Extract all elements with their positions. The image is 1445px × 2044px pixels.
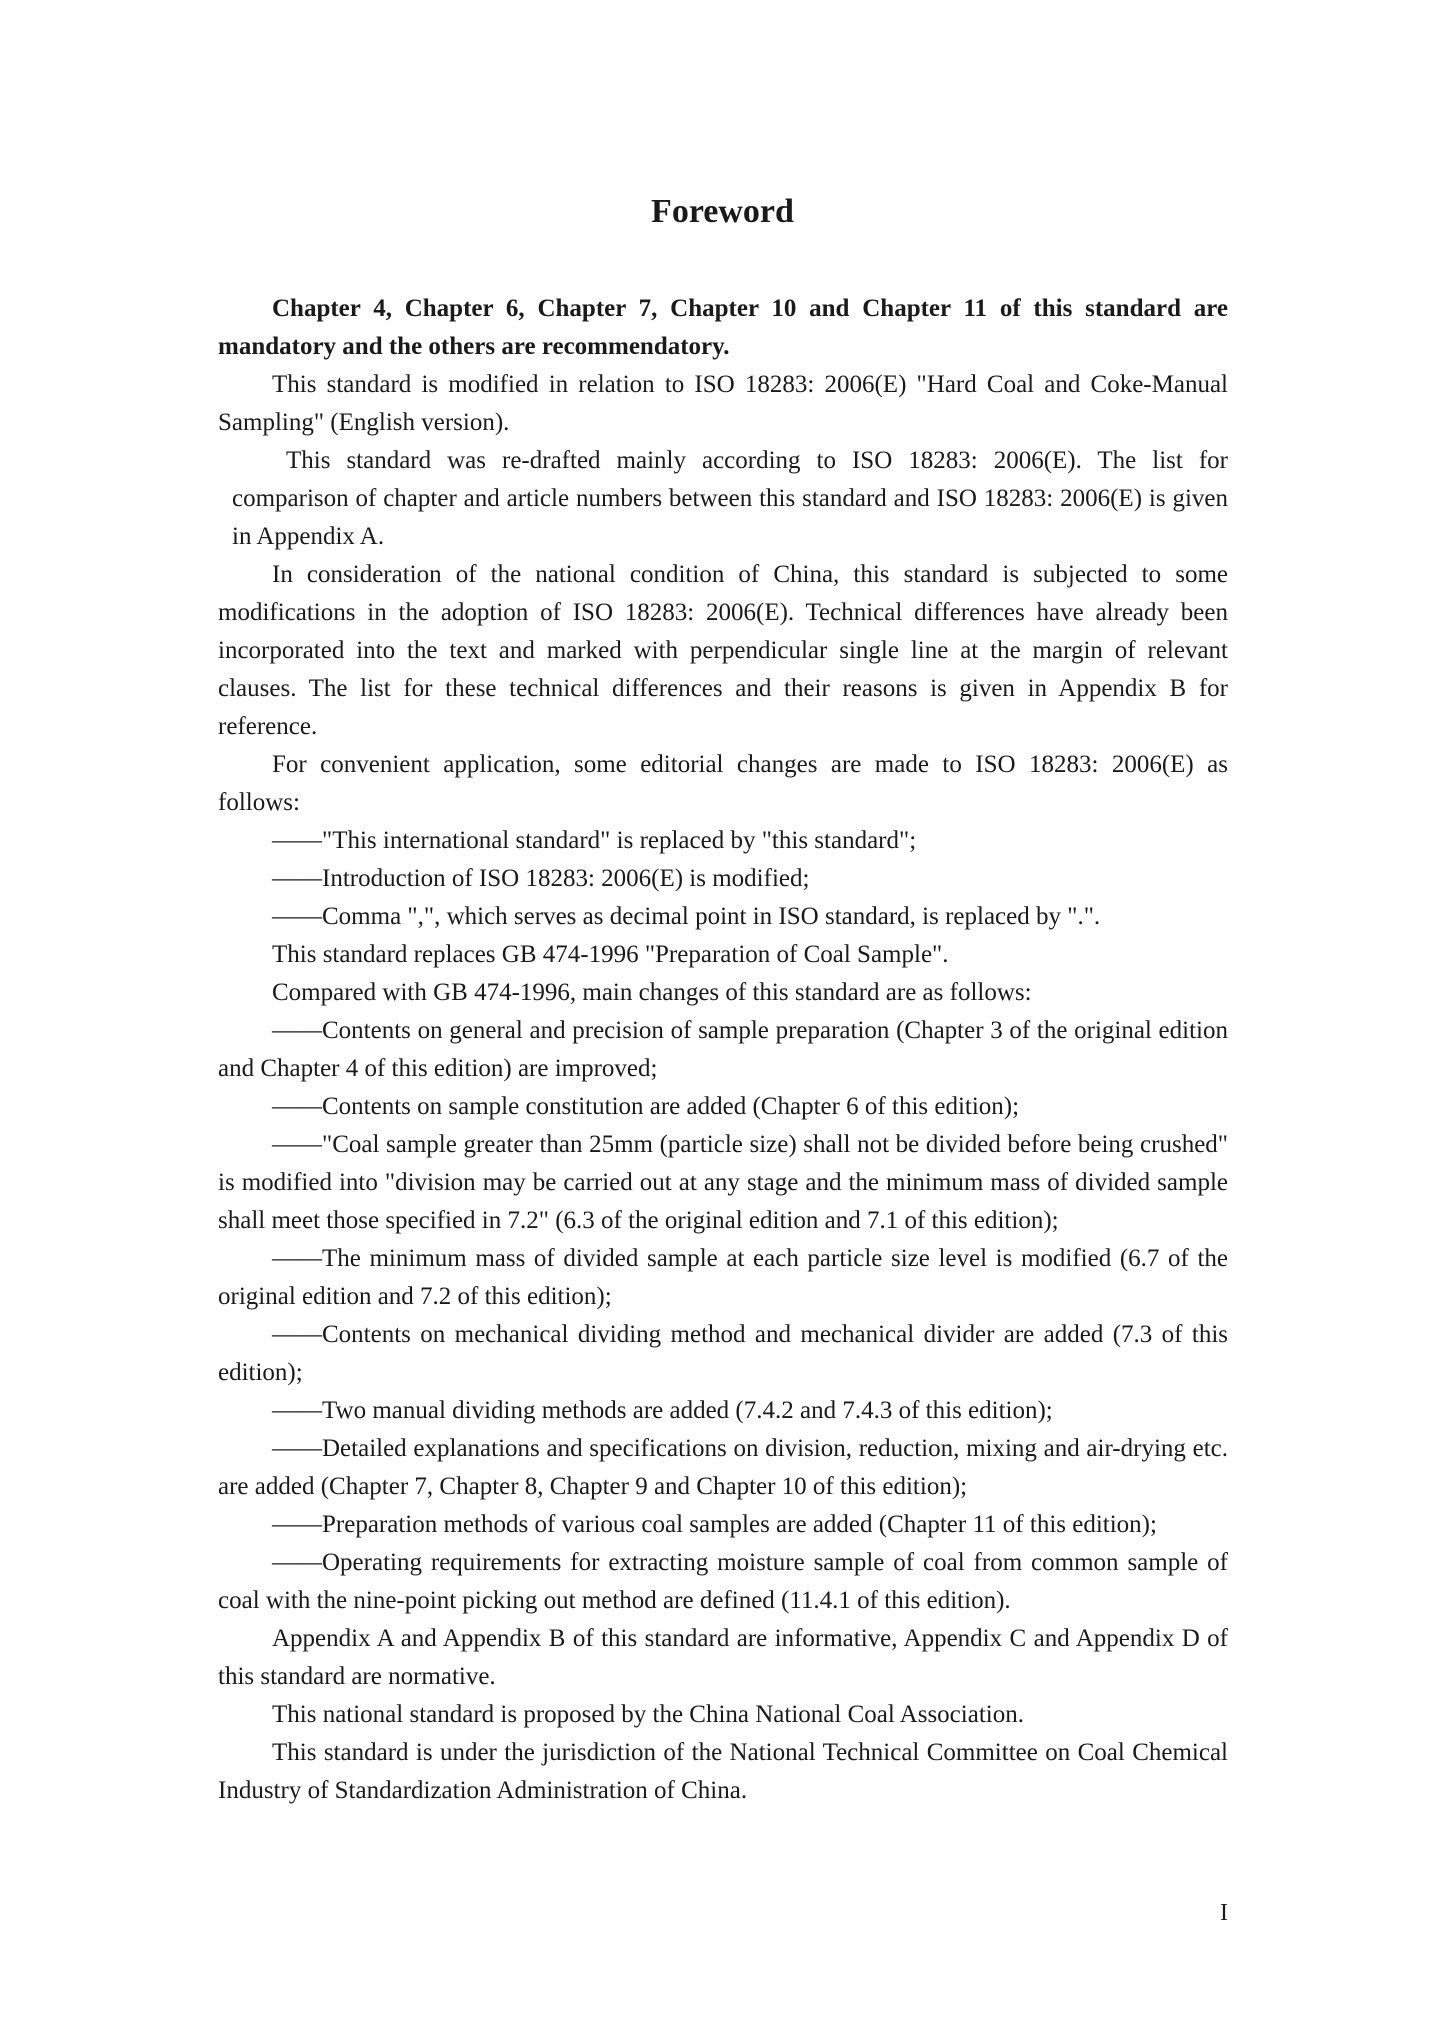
paragraph: This standard was re-drafted mainly according to ISO 18283: 2006(E). The list for comparison of chapter and article numbers between this standard and ISO 18283: 2006(E) is given in Appendix A. bbox=[232, 447, 1228, 550]
list-item: ——Two manual dividing methods are added (7.4.2 and 7.4.3 of this edition); bbox=[272, 1397, 1053, 1424]
paragraph: This standard replaces GB 474-1996 "Preparation of Coal Sample". bbox=[272, 941, 949, 968]
page-number: I bbox=[1220, 1900, 1228, 1926]
list-item: ——Contents on sample constitution are added (Chapter 6 of this edition); bbox=[272, 1093, 1020, 1120]
list-item: ——Contents on mechanical dividing method and mechanical divider are added (7.3 of this edition); bbox=[218, 1321, 1228, 1386]
list-item: ——Operating requirements for extracting moisture sample of coal from common sample of coal with the nine-point picking out method are defined (11.4.1 of this edition). bbox=[218, 1549, 1228, 1614]
paragraph: In consideration of the national condition of China, this standard is subjected to some modifications in the adoption of ISO 18283: 2006(E). Technical differences have already been incorporated into the text and marked with perpendicular single line at the margin of relevant clauses. The list for these technical differences and their reasons is given in Appendix B for reference. bbox=[218, 561, 1228, 740]
paragraph: This standard is under the jurisdiction of the National Technical Committee on Coal Chemical Industry of Standardization Administration of China. bbox=[218, 1739, 1228, 1804]
paragraph: Compared with GB 474-1996, main changes of this standard are as follows: bbox=[272, 979, 1032, 1006]
list-item: ——Comma ",", which serves as decimal point in ISO standard, is replaced by ".". bbox=[272, 903, 1101, 930]
page-title: Foreword bbox=[651, 193, 794, 230]
list-item: ——The minimum mass of divided sample at each particle size level is modified (6.7 of the original edition and 7.2 of this edition); bbox=[218, 1245, 1228, 1310]
list-item: ——Contents on general and precision of sample preparation (Chapter 3 of the original edition and Chapter 4 of this edition) are improved; bbox=[218, 1017, 1228, 1082]
paragraph: For convenient application, some editorial changes are made to ISO 18283: 2006(E) as follows: bbox=[218, 751, 1228, 816]
list-item: ——"Coal sample greater than 25mm (particle size) shall not be divided before being crushed" is modified into "division may be carried out at any stage and the minimum mass of divided sample shall meet those specified in 7.2" (6.3 of the original edition and 7.1 of this edition); bbox=[218, 1131, 1228, 1234]
list-item: ——"This international standard" is replaced by "this standard"; bbox=[272, 827, 917, 854]
foreword-body bbox=[218, 290, 1228, 1810]
list-item: ——Detailed explanations and specifications on division, reduction, mixing and air-drying etc. are added (Chapter 7, Chapter 8, Chapter 9 and Chapter 10 of this edition); bbox=[218, 1435, 1228, 1500]
paragraph: This standard is modified in relation to ISO 18283: 2006(E) "Hard Coal and Coke-Manual Sampling" (English version). bbox=[218, 371, 1228, 436]
paragraph: This national standard is proposed by the China National Coal Association. bbox=[272, 1701, 1024, 1728]
mandatory-statement: Chapter 4, Chapter 6, Chapter 7, Chapter 10 and Chapter 11 of this standard are mandatory and the others are recommendatory. bbox=[218, 295, 1228, 360]
list-item: ——Introduction of ISO 18283: 2006(E) is modified; bbox=[272, 865, 810, 892]
list-item: ——Preparation methods of various coal samples are added (Chapter 11 of this edition); bbox=[272, 1511, 1157, 1538]
paragraph: Appendix A and Appendix B of this standard are informative, Appendix C and Appendix D of this standard are normative. bbox=[218, 1625, 1228, 1690]
